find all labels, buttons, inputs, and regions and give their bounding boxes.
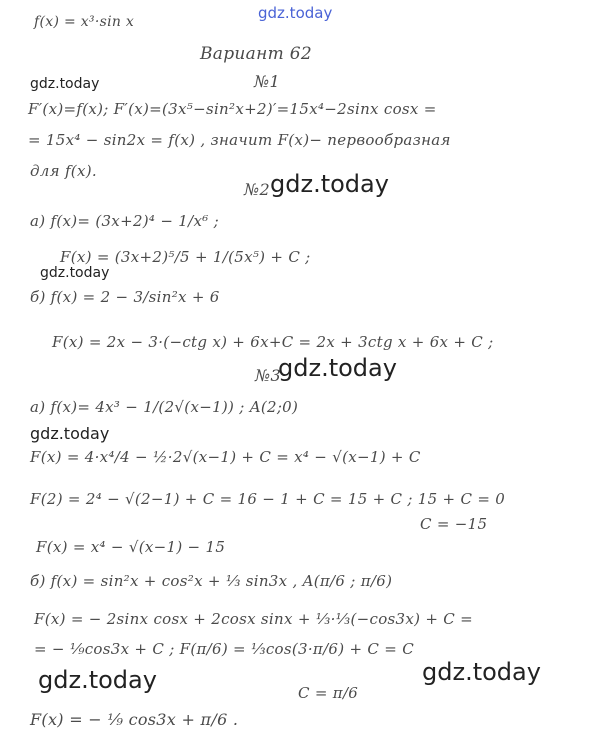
task1-line1: F′(x)=f(x); F′(x)=(3x⁵−sin²x+2)′=15x⁴−2sinx cosx = — [28, 100, 437, 118]
task2-b-antiderivative: F(x) = 2x − 3·(−ctg x) + 6x+C = 2x + 3ctg x + 6x + C ; — [52, 333, 494, 351]
task1-number: №1 — [254, 72, 280, 91]
task3-a-point-substitution: F(2) = 2⁴ − √(2−1) + C = 16 − 1 + C = 15 + C ; 15 + C = 0 — [30, 490, 506, 508]
task1-line2: = 15x⁴ − sin2x = f(x) , значит F(x)− первообразная — [28, 131, 451, 149]
task2-a-function: a) f(x)= (3x+2)⁴ − 1/x⁶ ; — [30, 212, 219, 230]
cut-off-line: f(x) = x³·sin x — [34, 14, 135, 30]
watermark-bottom-left: gdz.today — [38, 666, 157, 694]
task3-number: №3 — [255, 366, 281, 385]
watermark-left-3: gdz.today — [30, 424, 110, 443]
task3-b-constant: C = π/6 — [298, 684, 359, 702]
task3-b-function: б) f(x) = sin²x + cos²x + ⅓ sin3x , A(π/6 ; π/6) — [30, 572, 393, 590]
watermark-top: gdz.today — [258, 4, 333, 22]
watermark-left-2: gdz.today — [40, 265, 110, 281]
task2-a-antiderivative: F(x) = (3x+2)⁵/5 + 1/(5x⁵) + C ; — [60, 248, 311, 266]
task3-b-answer: F(x) = − ⅑ cos3x + π/6 . — [30, 710, 239, 729]
watermark-mid-3: gdz.today — [278, 354, 397, 382]
watermark-mid-1: gdz.today — [270, 170, 389, 198]
variant-title: Вариант 62 — [200, 44, 312, 64]
watermark-left-1: gdz.today — [30, 76, 100, 92]
task2-b-function: б) f(x) = 2 − 3/sin²x + 6 — [30, 288, 220, 306]
task3-a-general-antiderivative: F(x) = 4·x⁴/4 − ½·2√(x−1) + C = x⁴ − √(x−1) + C — [30, 448, 421, 466]
task3-b-simplified: = − ⅑cos3x + C ; F(π/6) = ⅓cos(3·π/6) + C = C — [34, 640, 414, 658]
task3-a-answer: F(x) = x⁴ − √(x−1) − 15 — [36, 538, 226, 556]
task1-line3: для f(x). — [30, 162, 97, 180]
task2-number: №2 — [244, 180, 270, 199]
task3-a-constant: C = −15 — [420, 515, 488, 533]
task3-b-general-antiderivative: F(x) = − 2sinx cosx + 2cosx sinx + ⅓·⅓(−cos3x) + C = — [34, 610, 474, 628]
watermark-bottom-right: gdz.today — [422, 658, 541, 686]
task3-a-function: a) f(x)= 4x³ − 1/(2√(x−1)) ; A(2;0) — [30, 398, 299, 416]
